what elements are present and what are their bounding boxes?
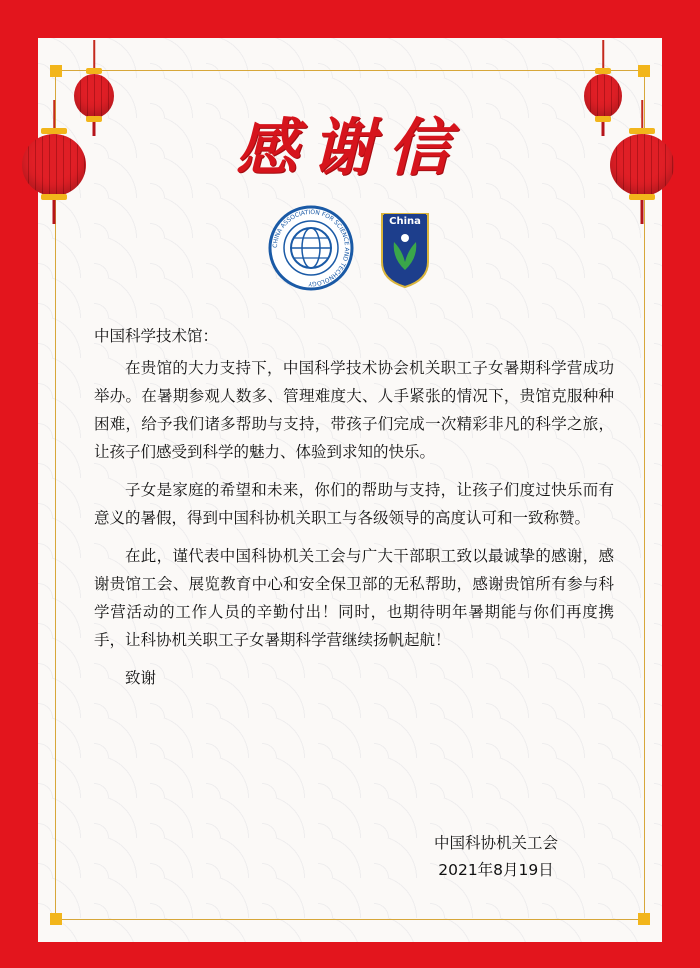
letter-paragraph: 子女是家庭的希望和未来，你们的帮助与支持，让孩子们度过快乐而有意义的暑假，得到中国科协机关职工与各级领导的高度认可和一致称赞。 — [94, 481, 614, 527]
letter-closing: 致谢 — [125, 669, 157, 687]
shield-logo-icon — [380, 210, 430, 288]
letter-body — [94, 322, 614, 692]
letter-paragraph: 在贵馆的大力支持下，中国科学技术协会机关职工子女暑期科学营成功举办。在暑期参观人数多、管理难度大、人手紧张的情况下，贵馆克服种种困难，给予我们诸多帮助与支持，带孩子们完成一次精彩非凡的科学之旅，让孩子们感受到科学的魅力、体验到求知的快乐。 — [94, 359, 614, 461]
corner-ornament — [638, 913, 650, 925]
signature-block — [396, 830, 596, 884]
letter-title: 感谢信 — [235, 111, 464, 184]
shield-logo-text: China — [389, 216, 421, 227]
signature-date: 2021年8月19日 — [438, 861, 554, 879]
cast-logo-text: CHINA ASSOCIATION FOR SCIENCE AND TECHNOLOGY — [271, 208, 351, 288]
corner-ornament — [638, 65, 650, 77]
corner-ornament — [50, 65, 62, 77]
corner-ornament — [50, 913, 62, 925]
letter-greeting: 中国科学技术馆： — [94, 327, 219, 345]
cast-logo-icon — [268, 205, 354, 291]
letter-paragraph: 在此，谨代表中国科协机关工会与广大干部职工致以最诚挚的感谢，感谢贵馆工会、展览教育中心和安全保卫部的无私帮助，感谢贵馆所有参与科学营活动的工作人员的辛勤付出！同时，也期待明年暑期能与你们再度携手，让科协机关职工子女暑期科学营继续扬帆起航！ — [94, 547, 614, 649]
signature-organization: 中国科协机关工会 — [433, 834, 558, 852]
